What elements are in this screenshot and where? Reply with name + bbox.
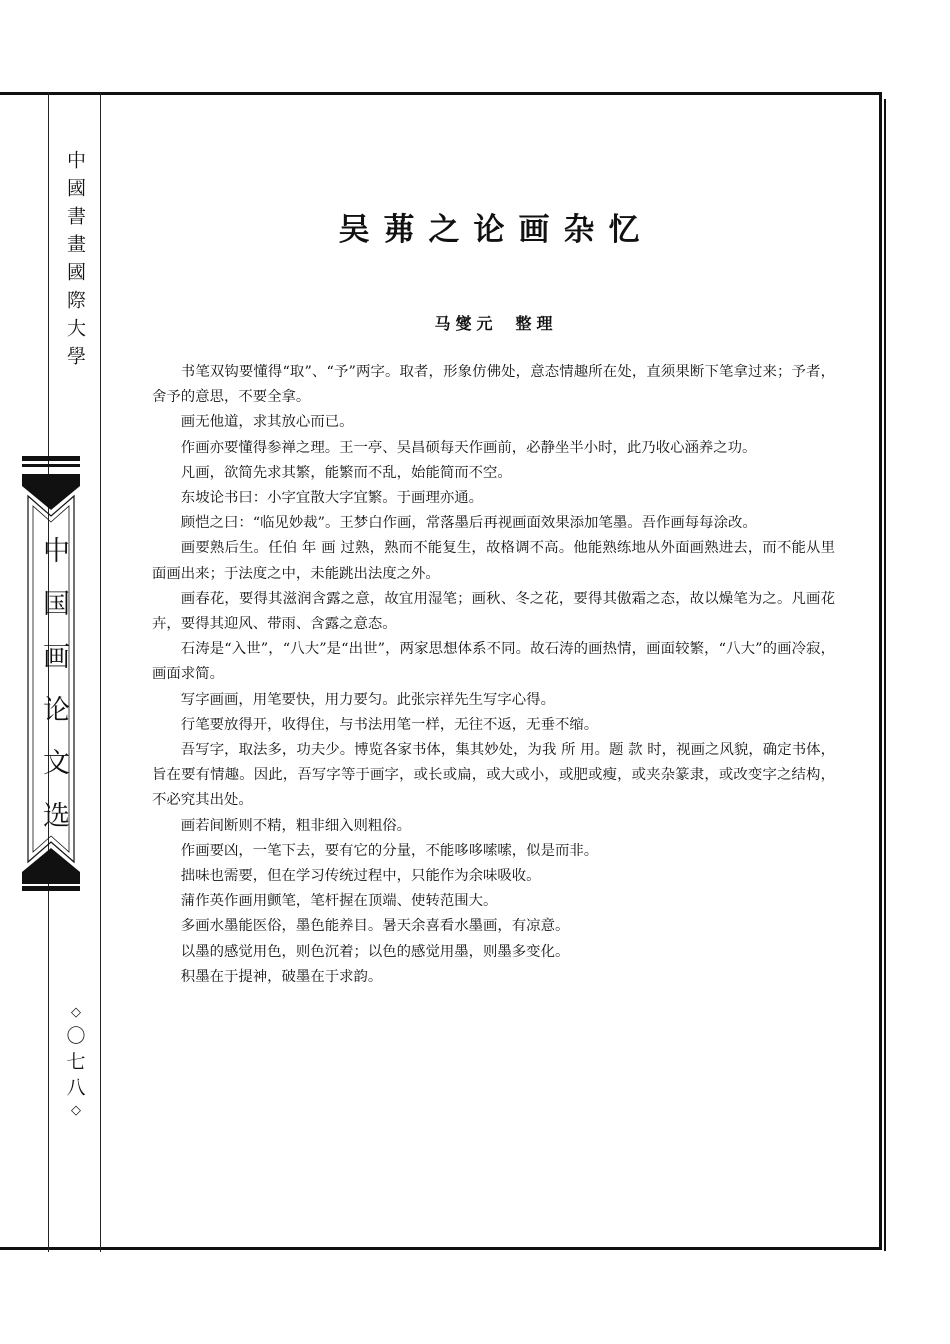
paragraph: 蒲作英作画用颤笔，笔杆握在顶端、使转范围大。	[180, 893, 498, 910]
author-role: 整理	[515, 314, 558, 333]
article-body	[152, 360, 835, 990]
paragraph: 行笔要放得开，收得住，与书法用笔一样，无往不返，无垂不缩。	[180, 716, 599, 733]
author-name: 马燮元	[434, 314, 498, 333]
paragraph: 东坡论书曰：小字宜散大字宜繁。于画理亦通。	[180, 490, 484, 507]
paragraph: 顾恺之曰：“临见妙裁”。王梦白作画，常落墨后再视画面效果添加笔墨。吾作画每每涂改。	[180, 515, 757, 532]
paragraph: 写字画画，用笔要快，用力要匀。此张宗祥先生写字心得。	[180, 691, 555, 708]
diamond-ornament-icon: ◇	[71, 1103, 81, 1118]
sidebar-rule-right	[100, 92, 101, 1252]
paragraph: 吾写字，取法多，功夫少。博览各家书体，集其妙处，为我 所 用。题 款 时，视画之风貌，确定书体，旨在要有情趣。因此，吾写字等于画字，或长或扁，或大或小，或肥或瘦，或夹杂篆隶，或改变字之结构，不必究其出处。	[152, 742, 835, 809]
article-author	[110, 311, 882, 334]
diamond-ornament-icon: ◇	[71, 1005, 81, 1020]
paragraph: 画要熟后生。任伯 年 画 过熟，熟而不能复生，故格调不高。他能熟练地从外面画熟进去，而不能从里面画出来；于法度之中，未能跳出法度之外。	[152, 540, 835, 582]
paragraph: 作画要凶，一笔下去，要有它的分量，不能哆哆嗦嗦，似是而非。	[180, 842, 599, 859]
paragraph: 石涛是“入世”，“八大”是“出世”，两家思想体系不同。故石涛的画热情，画面较繁，“八大”的画冷寂，画面求简。	[152, 641, 835, 683]
spine-title: 中国画论文选	[38, 536, 69, 854]
page-number-digit: 八	[66, 1077, 86, 1099]
paragraph: 作画亦要懂得参禅之理。王一亭、吴昌硕每天作画前，必静坐半小时，此乃收心涵养之功。	[180, 439, 757, 456]
paragraph: 以墨的感觉用色，则色沉着；以色的感觉用墨，则墨多变化。	[180, 943, 570, 960]
article-title: 吴茀之论画杂忆	[338, 212, 654, 248]
paragraph: 积墨在于提神，破墨在于求韵。	[180, 968, 383, 985]
university-label: 中國書畫國際大學	[64, 150, 86, 374]
paragraph: 凡画，欲简先求其繁，能繁而不乱，始能简而不空。	[180, 464, 512, 481]
paragraph: 拙味也需要，但在学习传统过程中，只能作为余味吸收。	[180, 868, 541, 885]
paragraph: 画若间断则不精，粗非细入则粗俗。	[180, 817, 412, 834]
page-number-digit: 七	[66, 1051, 86, 1073]
spine-bars-top	[22, 456, 80, 470]
paragraph: 画无他道，求其放心而已。	[180, 414, 354, 431]
paragraph: 书笔双钩要懂得“取”、“予”两字。取者，形象仿佛处，意态情趣所在处，直须果断下笔拿过来；予者，舍予的意思，不要全拿。	[152, 364, 835, 406]
paragraph: 多画水墨能医俗，墨色能养目。暑天余喜看水墨画，有凉意。	[180, 918, 570, 935]
page-number-digit: 〇	[66, 1025, 86, 1047]
paragraph: 画春花，要得其滋润含露之意，故宜用湿笔；画秋、冬之花，要得其傲霜之态，故以燥笔为之。凡画花卉，要得其迎风、带雨、含露之意态。	[152, 590, 835, 633]
page-number	[63, 1003, 89, 1121]
spine-bars-bottom	[22, 880, 80, 894]
